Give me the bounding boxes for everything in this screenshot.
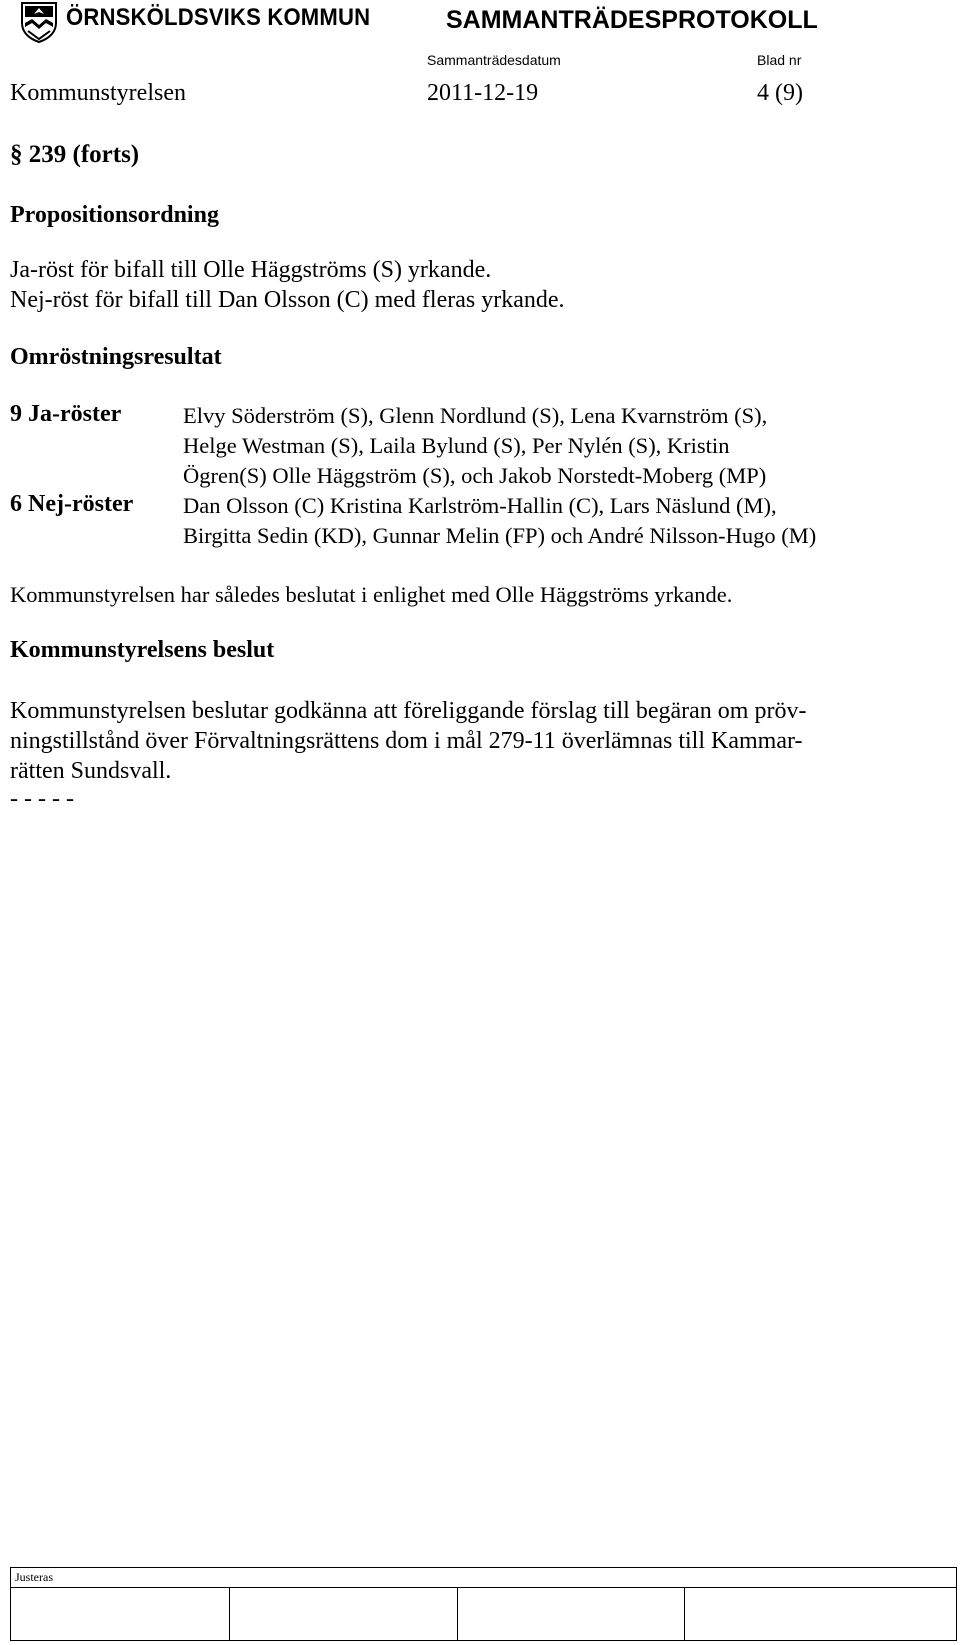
decision-line: ningstillstånd över Förvaltningsrättens dom i mål 279-11 överlämnas till Kammar- — [10, 728, 803, 754]
signature-cell-divider — [457, 1587, 458, 1641]
org-name: ÖRNSKÖLDSVIKS KOMMUN — [66, 4, 371, 31]
propositions-heading: Propositionsordning — [10, 202, 219, 228]
no-votes-label: 6 Nej-röster — [10, 491, 134, 517]
yes-votes-label: 9 Ja-röster — [10, 401, 122, 427]
sheet-number: 4 (9) — [757, 80, 803, 106]
no-votes-line: Dan Olsson (C) Kristina Karlström-Hallin (C), Lars Näslund (M), — [183, 493, 777, 518]
document-title: SAMMANTRÄDESPROTOKOLL — [446, 6, 818, 34]
yes-votes-line: Elvy Söderström (S), Glenn Nordlund (S), Lena Kvarnström (S), — [183, 403, 768, 428]
meeting-date-label: Sammanträdesdatum — [427, 52, 561, 68]
decision-line: Kommunstyrelsen beslutar godkänna att föreliggande förslag till begäran om pröv- — [10, 698, 807, 724]
proposition-no-line: Nej-röst för bifall till Dan Olsson (C) med fleras yrkande. — [10, 287, 565, 313]
proposition-yes-line: Ja-röst för bifall till Olle Häggströms (S) yrkande. — [10, 257, 492, 283]
signature-table — [10, 1567, 957, 1641]
municipality-crest-logo — [20, 1, 58, 43]
vote-result-heading: Omröstningsresultat — [10, 344, 222, 370]
signature-cell-divider — [684, 1587, 685, 1641]
vote-conclusion: Kommunstyrelsen har således beslutat i enlighet med Olle Häggströms yrkande. — [10, 582, 733, 607]
yes-votes-line: Ögren(S) Olle Häggström (S), och Jakob Norstedt-Moberg (MP) — [183, 463, 767, 488]
end-mark: - - - - - — [10, 786, 74, 812]
yes-votes-names — [183, 401, 943, 491]
sheet-number-label: Blad nr — [757, 52, 802, 68]
signature-label: Justeras — [15, 1570, 53, 1584]
section-title: § 239 (forts) — [10, 141, 140, 168]
no-votes-names — [183, 491, 943, 551]
signature-divider — [11, 1587, 956, 1588]
decision-heading: Kommunstyrelsens beslut — [10, 637, 275, 663]
no-votes-line: Birgitta Sedin (KD), Gunnar Melin (FP) och André Nilsson-Hugo (M) — [183, 523, 817, 548]
committee-name: Kommunstyrelsen — [10, 80, 186, 106]
yes-votes-line: Helge Westman (S), Laila Bylund (S), Per Nylén (S), Kristin — [183, 433, 730, 458]
decision-line: rätten Sundsvall. — [10, 758, 172, 784]
meeting-date: 2011-12-19 — [427, 80, 539, 106]
signature-cell-divider — [229, 1587, 230, 1641]
